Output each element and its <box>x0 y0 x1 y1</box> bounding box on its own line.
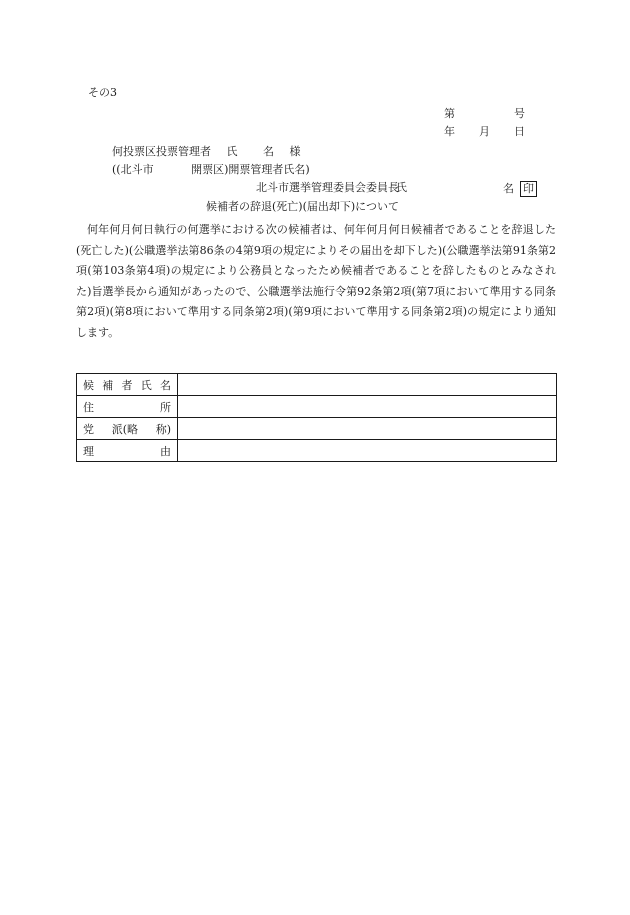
sender-surname-label: 氏 <box>396 181 407 194</box>
document-number-line <box>444 107 525 121</box>
value-reason <box>178 440 557 462</box>
table-row <box>77 374 557 396</box>
candidate-info-table <box>76 373 557 462</box>
date-month: 月 <box>479 125 490 138</box>
sender-title: 北斗市選挙管理委員会委員長 <box>256 181 399 194</box>
addressee-line-1 <box>112 145 301 159</box>
label-char: 住 <box>83 400 94 414</box>
number-suffix: 号 <box>514 107 525 120</box>
addressee-surname-label: 氏 <box>226 145 238 158</box>
label-char: 称) <box>155 422 171 436</box>
table-row <box>77 396 557 418</box>
label-char: 党 <box>83 422 94 436</box>
label-char: 理 <box>83 444 94 458</box>
value-party <box>178 418 557 440</box>
label-address <box>77 396 178 418</box>
label-char: 所 <box>160 400 171 414</box>
value-candidate-name <box>178 374 557 396</box>
label-char: 名 <box>160 378 171 392</box>
sender-name-label: 名 <box>503 182 514 195</box>
label-char: 候 <box>83 378 94 392</box>
label-party <box>77 418 178 440</box>
body-paragraph: 何年何月何日執行の何選挙における次の候補者は、何年何月何日候補者であることを辞退した(死亡した)(公職選挙法第86条の4第9項の規定によりその届出を却下した)(公職選挙法第91条第2項(第103条第4項)の規定により公務員となったため候補者であることを辞したものとみなされた)旨選挙長から通知があったので、公職選挙法施行令第92条第2項(第7項において準用する同条第2項)(第8項において準用する同条第2項)(第9項において準用する同条第2項)の規定により通知します。 <box>76 223 556 339</box>
value-address <box>178 396 557 418</box>
seal-mark: 印 <box>520 181 537 197</box>
date-day: 日 <box>514 125 525 138</box>
addressee-city: ((北斗市 <box>112 163 154 176</box>
addressee-counting-manager: 開票区)開票管理者氏名) <box>191 163 310 176</box>
addressee-line-2 <box>112 163 310 177</box>
number-prefix: 第 <box>444 107 455 120</box>
label-char: 補 <box>102 378 114 392</box>
label-char: 氏 <box>140 378 152 392</box>
label-char: 者 <box>121 378 133 392</box>
table-row <box>77 418 557 440</box>
label-char: 由 <box>160 444 171 458</box>
addressee-honorific: 様 <box>289 145 301 158</box>
table-row <box>77 440 557 462</box>
sender-name-seal <box>503 181 537 197</box>
label-candidate-name <box>77 374 178 396</box>
addressee-name-label: 名 <box>263 145 274 158</box>
date-line <box>444 125 525 139</box>
label-char: 派(略 <box>111 422 138 436</box>
date-year: 年 <box>444 125 455 138</box>
form-number: その3 <box>88 86 117 99</box>
subject-line: 候補者の辞退(死亡)(届出却下)について <box>206 200 399 213</box>
addressee-title: 何投票区投票管理者 <box>112 145 211 158</box>
label-reason <box>77 440 178 462</box>
